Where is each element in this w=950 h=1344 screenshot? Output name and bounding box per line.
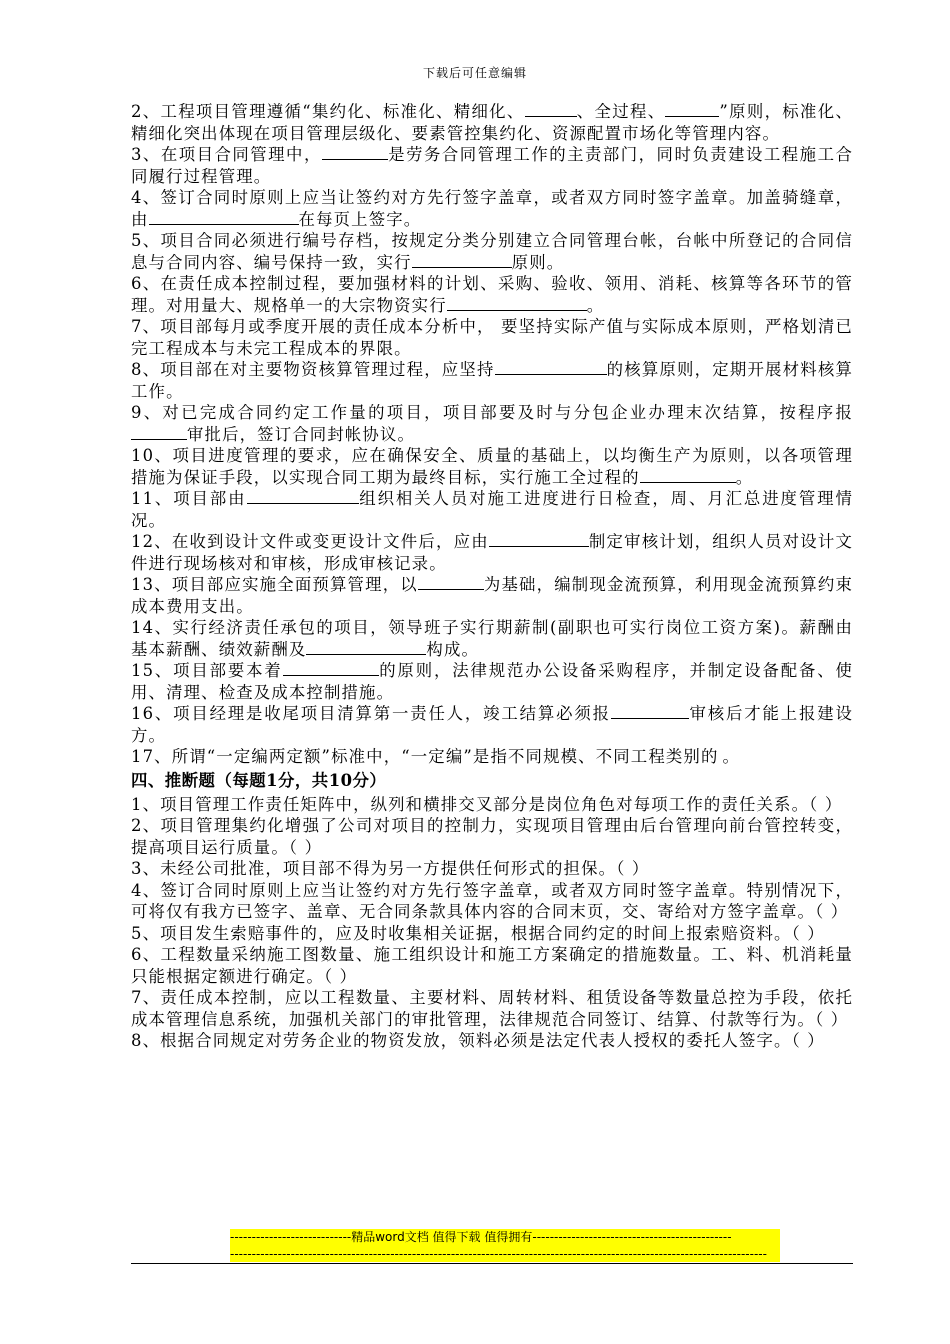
answer-blank xyxy=(131,424,187,440)
question-11: 11、项目部由 组织相关人员对施工进度进行日检查，周、月汇总进度管理情况。 xyxy=(131,489,853,530)
answer-blank xyxy=(611,703,689,719)
judgment-item-3: 3、未经公司批准，项目部不得为另一方提供任何形式的担保。（ ） xyxy=(131,859,650,878)
judgment-item-1: 1、项目管理工作责任矩阵中，纵列和横排交叉部分是岗位角色对每项工作的责任关系。（ ） xyxy=(131,794,843,814)
judgment-item-7: 7、责任成本控制，应以工程数量、主要材料、周转材料、租赁设备等数量总控为手段，依托成本管理信息系统，加强机关部门的审批管理，法律规范合同签订、结算、付款等行为。（ ） xyxy=(131,988,853,1029)
question-9: 9、对已完成合同约定工作量的项目，项目部要及时与分包企业办理末次结算，按程序报审批后，签订合同封帐协议。 xyxy=(131,403,853,444)
question-15: 15、项目部要本着 的原则，法律规范办公设备采购程序，并制定设备配备、使用、清理、检查及成本控制措施。 xyxy=(131,661,853,702)
answer-blank xyxy=(665,101,719,117)
answer-blank xyxy=(495,359,607,375)
footer-banner-text: ----------------------------精品word文档 值得下载 值得拥有---------------------------------------------- xyxy=(230,1230,732,1244)
question-6: 6、在责任成本控制过程，要加强材料的计划、采购、验收、领用、消耗、核算等各环节的管理。对用量大、规格单一的大宗物资实行 。 xyxy=(131,274,853,315)
answer-blank xyxy=(640,467,736,483)
page-header: 下载后可任意编辑 xyxy=(422,66,527,80)
question-13: 13、项目部应实施全面预算管理，以 为基础，编制现金流预算，利用现金流预算约束成本费用支出。 xyxy=(131,575,853,616)
question-14: 14、实行经济责任承包的项目，领导班子实行期薪制(副职也可实行岗位工资方案)。薪酬由基本薪酬、绩效薪酬及 构成。 xyxy=(131,618,853,659)
question-8: 8、项目部在对主要物资核算管理过程，应坚持 的核算原则，定期开展材料核算工作。 xyxy=(131,360,853,401)
question-16: 16、项目经理是收尾项目清算第一责任人，竣工结算必须报 审核后才能上报建设方。 xyxy=(131,704,853,745)
answer-blank xyxy=(412,252,512,268)
answer-blank xyxy=(447,295,587,311)
judgment-item-2: 2、项目管理集约化增强了公司对项目的控制力，实现项目管理由后台管理向前台管控转变，提高项目运行质量。（ ） xyxy=(131,816,853,857)
answer-blank xyxy=(322,144,388,160)
judgment-item-8: 8、根据合同规定对劳务企业的物资发放，领料必须是法定代表人授权的委托人签字。（ ） xyxy=(131,1031,825,1050)
answer-blank xyxy=(418,574,484,590)
judgment-item-4: 4、签订合同时原则上应当让签约对方先行签字盖章，或者双方同时签字盖章。特别情况下，可将仅有我方已签字、盖章、无合同条款具体内容的合同末页，交、寄给对方签字盖章。（ ） xyxy=(131,880,853,921)
question-7: 7、项目部每月或季度开展的责任成本分析中， 要坚持实际产值与实际成本原则，严格划清已完工程成本与未完工程成本的界限。 xyxy=(131,317,853,358)
question-10: 10、项目进度管理的要求，应在确保安全、质量的基础上，以均衡生产为原则，以各项管理措施为保证手段，以实现合同工期为最终目标，实行施工全过程的 。 xyxy=(131,446,853,487)
answer-blank xyxy=(306,639,426,655)
footer-banner-dashes: ---------------------------------------------------------------------------------------------------------------------------- xyxy=(230,1246,767,1261)
question-3: 3、在项目合同管理中， 是劳务合同管理工作的主责部门，同时负责建设工程施工合同履行过程管理。 xyxy=(131,145,854,186)
question-4: 4、签订合同时原则上应当让签约对方先行签字盖章，或者双方同时签字盖章。加盖骑缝章，由 在每页上签字。 xyxy=(131,188,853,229)
question-17: 17、所谓“一定编两定额”标准中，“一定编”是指不同规模、不同工程类别的 。 xyxy=(131,747,741,766)
judgment-item-5: 5、项目发生索赔事件的，应及时收集相关证据，根据合同约定的时间上报索赔资料。（ ） xyxy=(131,923,825,943)
answer-blank xyxy=(149,209,299,225)
question-2: 2、工程项目管理遵循“集约化、标准化、精细化、 、全过程、 ”原则，标准化、精细化突出体现在项目管理层级化、要素管控集约化、资源配置市场化等管理内容。 xyxy=(131,102,853,143)
footer-divider xyxy=(131,1263,853,1264)
section-4-heading: 四、推断题（每题1分，共10分） xyxy=(131,770,387,790)
judgment-item-6: 6、工程数量采纳施工图数量、施工组织设计和施工方案确定的措施数量。工、料、机消耗量只能根据定额进行确定。（ ） xyxy=(131,945,853,986)
document-body xyxy=(131,101,853,1052)
question-12: 12、在收到设计文件或变更设计文件后，应由 制定审核计划，组织人员对设计文件进行现场核对和审核，形成审核记录。 xyxy=(131,532,854,573)
answer-blank xyxy=(283,660,379,676)
answer-blank xyxy=(247,488,359,504)
answer-blank xyxy=(525,101,577,117)
question-5: 5、项目合同必须进行编号存档，按规定分类分别建立合同管理台帐，台帐中所登记的合同信息与合同内容、编号保持一致，实行 原则。 xyxy=(131,231,853,272)
answer-blank xyxy=(489,531,589,547)
footer-banner xyxy=(230,1229,780,1262)
